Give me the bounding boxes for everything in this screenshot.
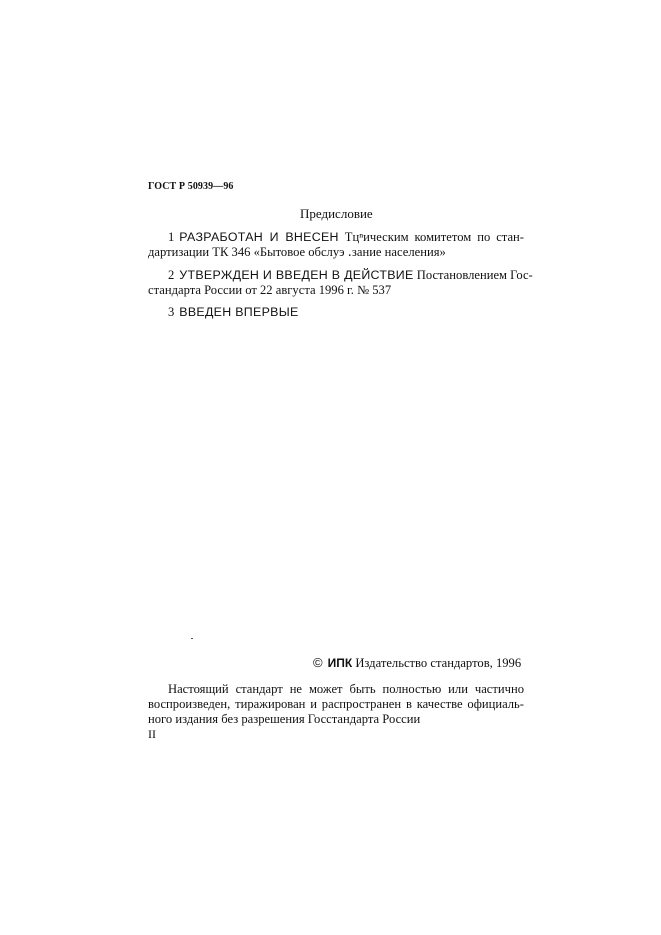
preface-item-2-line-1 <box>148 268 533 283</box>
copyright-org: ИПК <box>327 656 353 670</box>
preface-item-2-heading: УТВЕРЖДЕН И ВВЕДЕН В ДЕЙСТВИЕ <box>179 268 414 282</box>
notice-line-2: воспроизведен, тиражирован и распространен в качестве официаль- <box>148 697 524 711</box>
copyright-text: Издательство стандартов, 1996 <box>355 656 522 670</box>
preface-item-3-line-1 <box>148 305 524 320</box>
preface-item-1-text: Тцⁿическим комитетом по стан- <box>344 230 524 244</box>
preface-item-3 <box>148 305 524 320</box>
copyright-line <box>313 655 521 671</box>
notice-line-1: Настоящий стандарт не может быть полностью или частично <box>168 682 524 696</box>
page-number: II <box>148 727 156 741</box>
preface-title: Предисловие <box>300 206 373 221</box>
preface-item-1-line-1 <box>148 230 524 245</box>
preface-item-2-number: 2 <box>168 268 175 282</box>
preface-item-2-line-2: стандарта России от 22 августа 1996 г. № 537 <box>148 283 392 297</box>
preface-item-3-heading: ВВЕДЕН ВПЕРВЫЕ <box>179 305 299 319</box>
preface-item-1-line-2: дартизации ТК 346 «Бытовое обслуэ ․зание населения» <box>148 245 446 259</box>
preface-item-2 <box>148 268 533 298</box>
preface-item-3-number: 3 <box>168 305 175 319</box>
copyright-icon: © <box>313 655 323 670</box>
reproduction-notice <box>148 682 524 727</box>
preface-item-1 <box>148 230 524 260</box>
scan-speck <box>191 638 193 639</box>
preface-item-1-heading: РАЗРАБОТАН И ВНЕСЕН <box>179 230 339 244</box>
preface-item-1-number: 1 <box>168 230 175 244</box>
notice-line-3: ного издания без разрешения Госстандарта России <box>148 712 421 726</box>
preface-item-2-text: Постановлением Гос- <box>416 268 533 282</box>
document-code: ГОСТ Р 50939—96 <box>148 181 234 192</box>
